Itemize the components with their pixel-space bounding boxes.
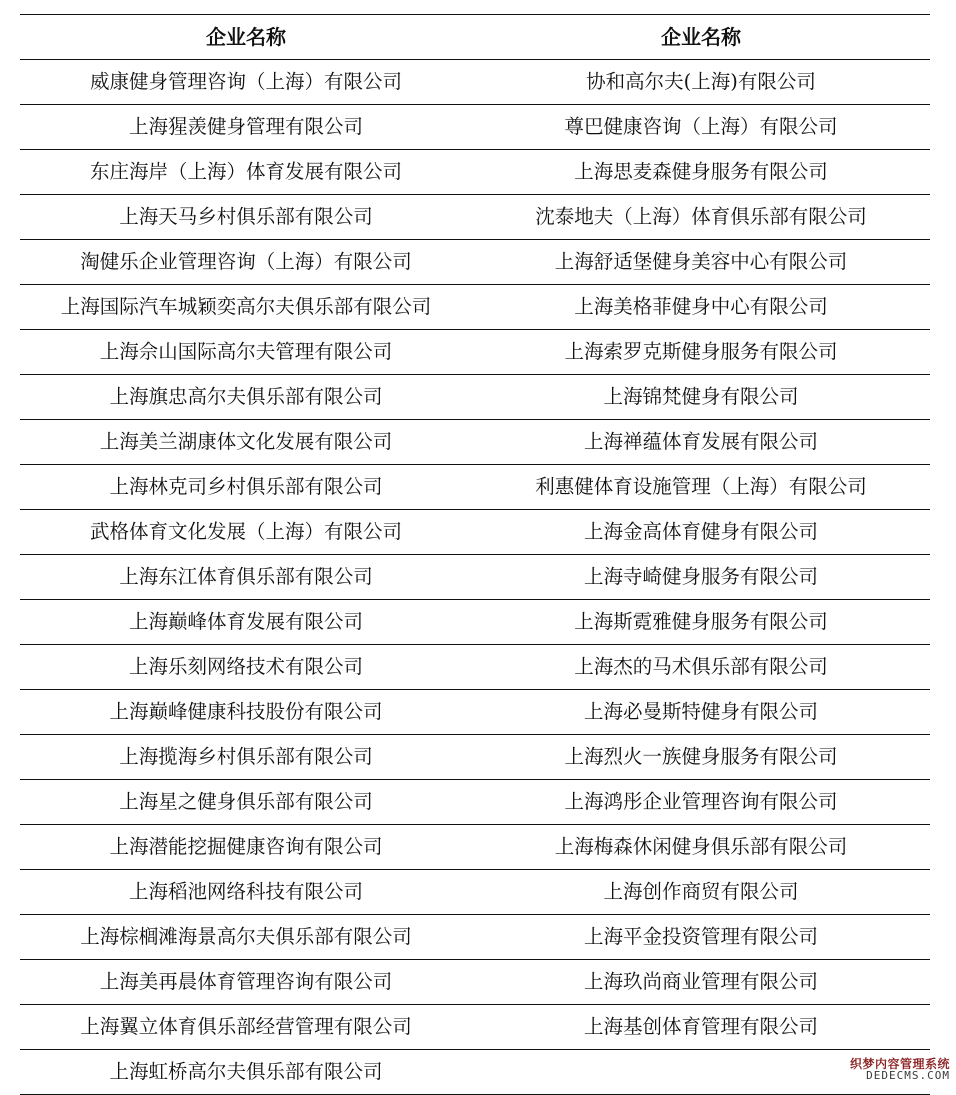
- table-header-row: [20, 15, 930, 60]
- column-header-left: 企业名称: [20, 15, 472, 60]
- company-name-left: 上海天马乡村俱乐部有限公司: [20, 195, 472, 240]
- company-name-right: 上海索罗克斯健身服务有限公司: [472, 330, 930, 375]
- company-name-left: 上海美再晨体育管理咨询有限公司: [20, 960, 472, 1005]
- company-name-left: 上海巅峰体育发展有限公司: [20, 600, 472, 645]
- table-row: [20, 150, 930, 195]
- watermark-text-en: DEDECMS.COM: [866, 1069, 950, 1083]
- company-name-left: 上海国际汽车城颖奕高尔夫俱乐部有限公司: [20, 285, 472, 330]
- company-name-right: 上海必曼斯特健身有限公司: [472, 690, 930, 735]
- company-name-right: 沈泰地夫（上海）体育俱乐部有限公司: [472, 195, 930, 240]
- company-name-right: 利惠健体育设施管理（上海）有限公司: [472, 465, 930, 510]
- table-row: [20, 960, 930, 1005]
- table-row: [20, 465, 930, 510]
- company-table-container: [20, 14, 930, 1095]
- table-row: [20, 690, 930, 735]
- company-name-left: 威康健身管理咨询（上海）有限公司: [20, 60, 472, 105]
- company-name-left: 淘健乐企业管理咨询（上海）有限公司: [20, 240, 472, 285]
- table-row: [20, 1005, 930, 1050]
- company-name-left: 上海佘山国际高尔夫管理有限公司: [20, 330, 472, 375]
- company-name-left: 上海猩羡健身管理有限公司: [20, 105, 472, 150]
- company-table: [20, 14, 930, 1095]
- company-name-left: 上海旗忠高尔夫俱乐部有限公司: [20, 375, 472, 420]
- company-name-left: 武格体育文化发展（上海）有限公司: [20, 510, 472, 555]
- company-name-left: 上海稻池网络科技有限公司: [20, 870, 472, 915]
- table-row: [20, 60, 930, 105]
- column-header-right: 企业名称: [472, 15, 930, 60]
- table-row: [20, 645, 930, 690]
- company-name-right: 上海寺崎健身服务有限公司: [472, 555, 930, 600]
- company-name-left: 上海乐刻网络技术有限公司: [20, 645, 472, 690]
- company-name-left: 上海虹桥高尔夫俱乐部有限公司: [20, 1050, 472, 1095]
- watermark-text-cn: 织梦内容管理系统: [849, 1056, 950, 1071]
- company-name-right: 上海创作商贸有限公司: [472, 870, 930, 915]
- table-row: [20, 780, 930, 825]
- company-name-right: 尊巴健康咨询（上海）有限公司: [472, 105, 930, 150]
- company-name-left: 上海棕榈滩海景高尔夫俱乐部有限公司: [20, 915, 472, 960]
- company-name-right: 上海烈火一族健身服务有限公司: [472, 735, 930, 780]
- table-row: [20, 240, 930, 285]
- table-row: [20, 510, 930, 555]
- watermark-logo: [838, 1058, 950, 1082]
- company-name-right: 上海梅森休闲健身俱乐部有限公司: [472, 825, 930, 870]
- table-row: [20, 600, 930, 645]
- company-name-left: 上海东江体育俱乐部有限公司: [20, 555, 472, 600]
- table-row: [20, 870, 930, 915]
- company-name-left: 上海林克司乡村俱乐部有限公司: [20, 465, 472, 510]
- company-name-right: 上海基创体育管理有限公司: [472, 1005, 930, 1050]
- company-name-right: 上海锦梵健身有限公司: [472, 375, 930, 420]
- company-name-right: 上海斯霓雅健身服务有限公司: [472, 600, 930, 645]
- table-row: [20, 825, 930, 870]
- company-name-right: 协和高尔夫(上海)有限公司: [472, 60, 930, 105]
- company-name-right: 上海思麦森健身服务有限公司: [472, 150, 930, 195]
- table-row: [20, 330, 930, 375]
- company-name-left: 上海巅峰健康科技股份有限公司: [20, 690, 472, 735]
- table-row: [20, 195, 930, 240]
- company-name-left: 上海星之健身俱乐部有限公司: [20, 780, 472, 825]
- table-row: [20, 915, 930, 960]
- company-name-left: 上海美兰湖康体文化发展有限公司: [20, 420, 472, 465]
- company-name-left: 上海翼立体育俱乐部经营管理有限公司: [20, 1005, 472, 1050]
- company-name-left: 上海揽海乡村俱乐部有限公司: [20, 735, 472, 780]
- table-row: [20, 105, 930, 150]
- company-name-right: 上海鸿彤企业管理咨询有限公司: [472, 780, 930, 825]
- company-name-right: 上海金高体育健身有限公司: [472, 510, 930, 555]
- company-name-right: 上海玖尚商业管理有限公司: [472, 960, 930, 1005]
- company-name-right: 上海禅蕴体育发展有限公司: [472, 420, 930, 465]
- table-row: [20, 555, 930, 600]
- company-name-right: 上海美格菲健身中心有限公司: [472, 285, 930, 330]
- table-row: [20, 735, 930, 780]
- company-name-left: 东庄海岸（上海）体育发展有限公司: [20, 150, 472, 195]
- company-name-right: 上海舒适堡健身美容中心有限公司: [472, 240, 930, 285]
- table-row: [20, 420, 930, 465]
- company-name-right: 上海平金投资管理有限公司: [472, 915, 930, 960]
- table-row: [20, 285, 930, 330]
- company-name-left: 上海潜能挖掘健康咨询有限公司: [20, 825, 472, 870]
- company-name-right: 上海杰的马术俱乐部有限公司: [472, 645, 930, 690]
- table-row: [20, 375, 930, 420]
- table-body: [20, 60, 930, 1095]
